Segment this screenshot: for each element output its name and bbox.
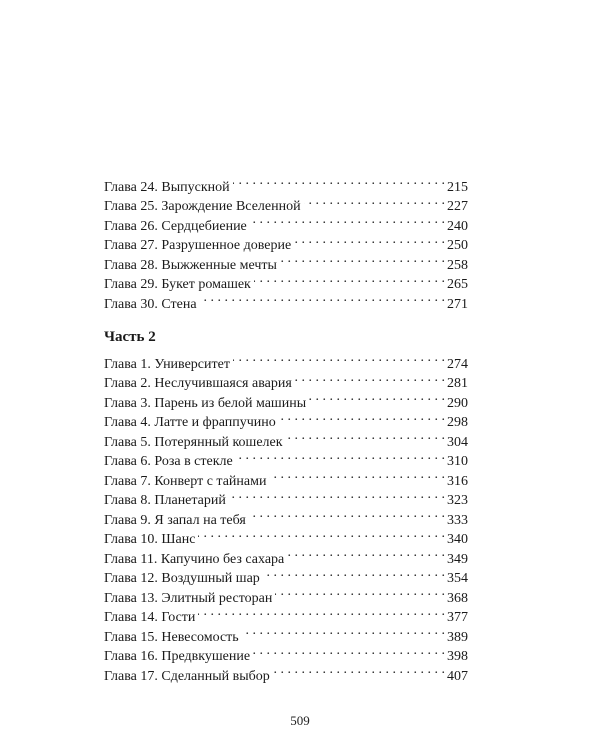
entry-page: 407 — [447, 668, 468, 684]
entry-page: 349 — [447, 551, 468, 567]
dot-leader — [249, 504, 445, 524]
entry-page: 290 — [447, 395, 468, 411]
dot-leader — [200, 288, 445, 308]
entry-title: Глава 27. Разрушенное доверие — [104, 238, 292, 253]
entry-page: 298 — [447, 415, 468, 430]
dot-leader — [250, 210, 445, 230]
toc-continued-section — [104, 171, 468, 312]
entry-page: 389 — [447, 629, 468, 645]
entry-page: 354 — [447, 571, 468, 586]
entry-page: 281 — [447, 376, 468, 391]
dot-leader — [304, 191, 445, 211]
entry-page: 274 — [447, 356, 468, 372]
dot-leader — [242, 621, 445, 641]
dot-leader — [233, 348, 445, 368]
entry-page: 316 — [447, 473, 468, 489]
dot-leader — [269, 465, 445, 485]
entry-title: Глава 7. Конверт с тайнами — [104, 473, 267, 489]
page-number: 509 — [290, 713, 310, 728]
entry-title: Глава 5. Потерянный кошелек — [104, 434, 283, 450]
entry-page: 398 — [447, 649, 468, 664]
entry-title: Глава 8. Планетарий — [104, 493, 226, 508]
entry-title: Глава 15. Невесомость — [104, 629, 239, 645]
dot-leader — [254, 269, 445, 289]
entry-page: 240 — [447, 218, 468, 234]
toc-entry[interactable] — [104, 171, 468, 195]
entry-page: 340 — [447, 532, 468, 547]
entry-title: Глава 1. Университет — [104, 356, 230, 372]
entry-title: Глава 3. Парень из белой машины — [104, 395, 307, 411]
dot-leader — [294, 230, 445, 250]
part-heading: Часть 2 — [104, 329, 156, 345]
dot-leader — [295, 368, 445, 388]
entry-title: Глава 6. Роза в стекле — [104, 454, 233, 469]
entry-page: 258 — [447, 257, 468, 273]
entry-title: Глава 30. Стена — [104, 296, 197, 312]
entry-page: 368 — [447, 590, 468, 606]
entry-page: 215 — [447, 179, 468, 195]
entry-page: 250 — [447, 238, 468, 253]
entry-page: 323 — [447, 493, 468, 508]
dot-leader — [286, 426, 445, 446]
entry-title: Глава 25. Зарождение Вселенной — [104, 199, 301, 214]
entry-title: Глава 10. Шанс — [104, 532, 196, 547]
entry-page: 304 — [447, 434, 468, 450]
dot-leader — [287, 543, 445, 563]
entry-title: Глава 11. Капучино без сахара — [104, 551, 285, 567]
dot-leader — [275, 582, 445, 602]
entry-title: Глава 28. Выжженные мечты — [104, 257, 277, 273]
entry-page: 333 — [447, 512, 468, 528]
dot-leader — [263, 563, 445, 583]
entry-title: Глава 9. Я запал на тебя — [104, 512, 246, 528]
toc-part-2-section — [104, 327, 468, 684]
entry-title: Глава 14. Гости — [104, 610, 196, 625]
entry-title: Глава 2. Неслучившаяся авария — [104, 376, 292, 391]
dot-leader — [229, 485, 445, 505]
toc-entry[interactable] — [104, 348, 468, 372]
entry-title: Глава 17. Сделанный выбор — [104, 668, 270, 684]
dot-leader — [198, 602, 445, 622]
entry-title: Глава 16. Предвкушение — [104, 649, 251, 664]
dot-leader — [253, 641, 445, 661]
dot-leader — [236, 446, 445, 466]
entry-page: 227 — [447, 199, 468, 214]
entry-title: Глава 26. Сердцебиение — [104, 218, 247, 234]
dot-leader — [280, 249, 445, 269]
entry-title: Глава 12. Воздушный шар — [104, 571, 260, 586]
entry-page: 310 — [447, 454, 468, 469]
entry-page: 265 — [447, 277, 468, 292]
dot-leader — [279, 407, 445, 427]
entry-page: 377 — [447, 610, 468, 625]
entry-page: 271 — [447, 296, 468, 312]
dot-leader — [233, 171, 445, 191]
dot-leader — [198, 524, 445, 544]
entry-title: Глава 29. Букет ромашек — [104, 277, 251, 292]
dot-leader — [273, 660, 445, 680]
entry-title: Глава 4. Латте и фраппучино — [104, 415, 276, 430]
entry-title: Глава 13. Элитный ресторан — [104, 590, 273, 606]
entry-title: Глава 24. Выпускной — [104, 179, 230, 195]
dot-leader — [309, 387, 445, 407]
